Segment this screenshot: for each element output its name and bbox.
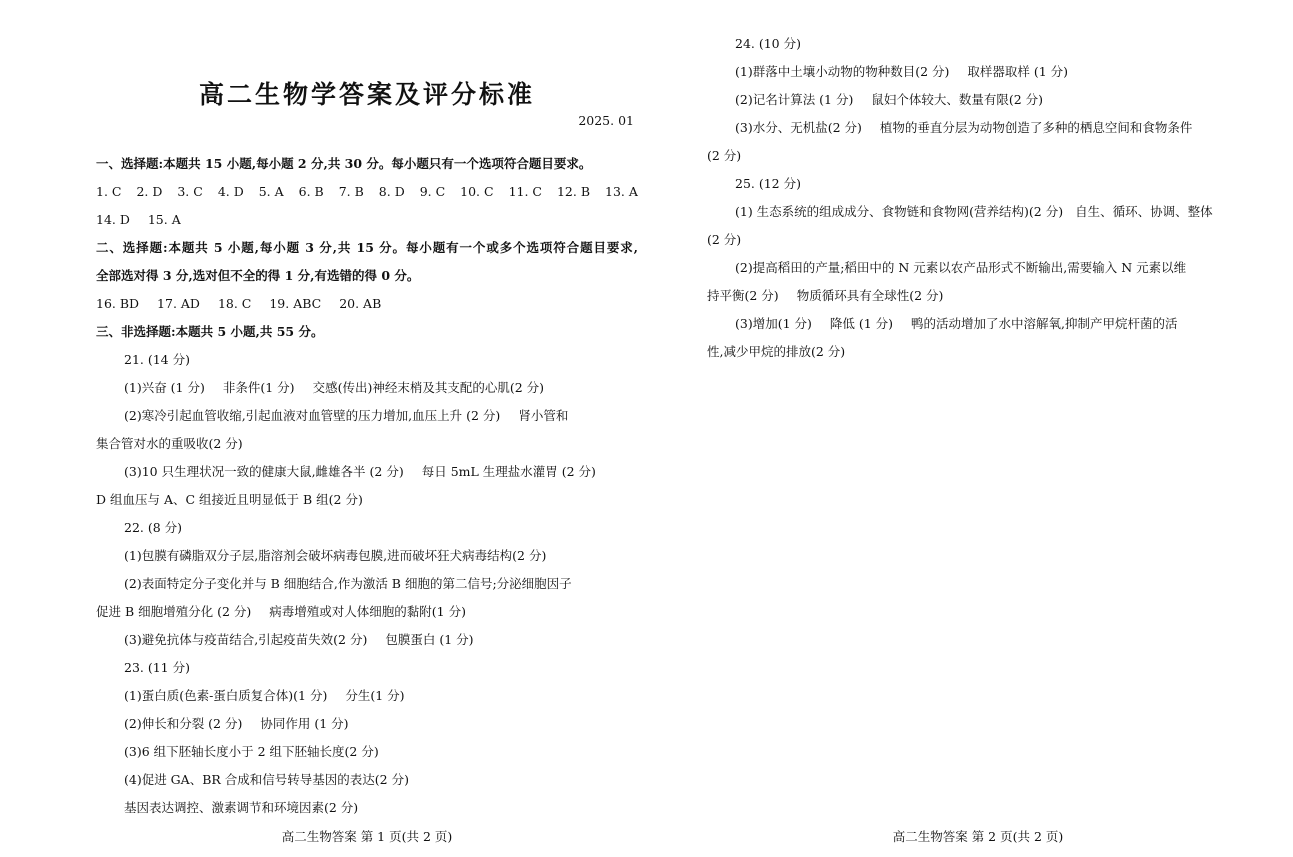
question-23-part-3: (3)6 组下胚轴长度小于 2 组下胚轴长度(2 分) — [124, 744, 379, 759]
question-22-part-2-line-1: (2)表面特定分子变化并与 B 细胞结合,作为激活 B 细胞的第二信号;分泌细胞因子 — [124, 576, 572, 591]
question-24-part-3-line-2: (2 分) — [707, 148, 742, 163]
q21-p1-c: 交感(传出)神经末梢及其支配的心肌(2 分) — [312, 380, 544, 395]
section-2-heading-line-2: 全部选对得 3 分,选对但不全的得 1 分,有选错的得 0 分。 — [96, 268, 420, 283]
answer-16: 16. BD — [96, 296, 140, 311]
question-22-part-2-line-2 — [96, 598, 638, 626]
answer-4: 4. D — [217, 184, 244, 199]
answer-5: 5. A — [258, 184, 284, 199]
q24-p2-b: 鼠妇个体较大、数量有限(2 分) — [871, 92, 1044, 107]
answer-3: 3. C — [177, 184, 203, 199]
section-3-heading: 三、非选择题:本题共 5 小题,共 55 分。 — [96, 324, 324, 339]
page-footer-1: 高二生物答案 第 1 页(共 2 页) — [281, 829, 453, 844]
q21-p1-b: 非条件(1 分) — [222, 380, 295, 395]
answer-18: 18. C — [217, 296, 252, 311]
q24-p1-a: (1)群落中土壤小动物的物种数目(2 分) — [735, 64, 950, 79]
q25-p2-a: 持平衡(2 分) — [707, 288, 779, 303]
answer-10: 10. C — [460, 184, 494, 199]
question-21-part-3-line-2: D 组血压与 A、C 组接近且明显低于 B 组(2 分) — [96, 492, 363, 507]
question-23-part-4: (4)促进 GA、BR 合成和信号转导基因的表达(2 分) — [124, 772, 409, 787]
question-25-part-1-line-2: (2 分) — [707, 232, 742, 247]
question-25-part-2-line-2 — [707, 282, 1249, 310]
q25-p3-c: 鸭的活动增加了水中溶解氧,抑制产甲烷杆菌的活 — [911, 316, 1178, 331]
question-25-part-2-line-1: (2)提高稻田的产量;稻田中的 N 元素以农产品形式不断输出,需要输入 N 元素以维 — [735, 260, 1187, 275]
answer-13: 13. A — [605, 184, 638, 199]
section-1-answers-row-2 — [96, 206, 638, 234]
question-21-part-2-line-2: 集合管对水的重吸收(2 分) — [96, 436, 243, 451]
answer-1: 1. C — [96, 184, 122, 199]
question-22-part-1: (1)包膜有磷脂双分子层,脂溶剂会破坏病毒包膜,进而破坏狂犬病毒结构(2 分) — [124, 548, 547, 563]
q22-p2-a: 促进 B 细胞增殖分化 (2 分) — [96, 604, 252, 619]
q23-p2-b: 协同作用 (1 分) — [260, 716, 349, 731]
q22-p3-a: (3)避免抗体与疫苗结合,引起疫苗失效(2 分) — [124, 632, 368, 647]
question-25-part-1-line-1 — [707, 198, 1249, 226]
question-22-part-3 — [96, 626, 638, 654]
section-2-heading-line-1: 二、选择题:本题共 5 小题,每小题 3 分,共 15 分。每小题有一个或多个选项符合题目要求, — [96, 240, 638, 255]
answer-12: 12. B — [556, 184, 591, 199]
q24-p3-a: (3)水分、无机盐(2 分) — [735, 120, 862, 135]
question-24-number: 24. (10 分) — [735, 36, 801, 51]
q24-p1-b: 取样器取样 (1 分) — [967, 64, 1069, 79]
question-25-part-3-line-1 — [707, 310, 1249, 338]
answer-17: 17. AD — [157, 296, 200, 311]
q25-p3-b: 降低 (1 分) — [829, 316, 894, 331]
answer-2: 2. D — [136, 184, 163, 199]
question-23-part-2 — [96, 710, 638, 738]
question-23-part-5: 基因表达调控、激素调节和环境因素(2 分) — [124, 800, 359, 815]
answer-15: 15. A — [147, 212, 181, 227]
question-21-part-2-line-1 — [96, 402, 638, 430]
q22-p2-b: 病毒增殖或对人体细胞的黏附(1 分) — [269, 604, 466, 619]
answer-page-1 — [96, 0, 638, 857]
question-23-number: 23. (11 分) — [124, 660, 190, 675]
question-24-part-1 — [707, 58, 1249, 86]
question-21-part-3-line-1 — [96, 458, 638, 486]
question-25-part-3-line-2: 性,减少甲烷的排放(2 分) — [707, 344, 846, 359]
q22-p3-b: 包膜蛋白 (1 分) — [385, 632, 474, 647]
page-2-content — [707, 30, 1249, 366]
q21-p3-b: 每日 5mL 生理盐水灌胃 (2 分) — [421, 464, 596, 479]
section-1-answers-row-1 — [96, 178, 638, 206]
q21-p3-a: (3)10 只生理状况一致的健康大鼠,雌雄各半 (2 分) — [124, 464, 404, 479]
q21-p2-a: (2)寒冷引起血管收缩,引起血液对血管壁的压力增加,血压上升 (2 分) — [124, 408, 501, 423]
q25-p1-a: (1) 生态系统的组成成分、食物链和食物网(营养结构)(2 分) — [735, 204, 1064, 219]
q21-p1-a: (1)兴奋 (1 分) — [124, 380, 205, 395]
question-23-part-1 — [96, 682, 638, 710]
question-22-number: 22. (8 分) — [124, 520, 183, 535]
q21-p2-b: 肾小管和 — [518, 408, 569, 423]
q24-p3-b: 植物的垂直分层为动物创造了多种的栖息空间和食物条件 — [879, 120, 1193, 135]
q25-p3-a: (3)增加(1 分) — [735, 316, 812, 331]
answer-19: 19. ABC — [269, 296, 322, 311]
answer-page-2 — [707, 0, 1249, 857]
answer-6: 6. B — [298, 184, 324, 199]
section-2-answers — [96, 290, 638, 318]
question-24-part-3-line-1 — [707, 114, 1249, 142]
q24-p2-a: (2)记名计算法 (1 分) — [735, 92, 854, 107]
exam-date: 2025. 01 — [578, 113, 634, 128]
question-24-part-2 — [707, 86, 1249, 114]
page-1-content — [96, 150, 638, 822]
answer-14: 14. D — [96, 212, 130, 227]
q23-p1-a: (1)蛋白质(色素-蛋白质复合体)(1 分) — [124, 688, 328, 703]
answer-9: 9. C — [419, 184, 446, 199]
q23-p1-b: 分生(1 分) — [345, 688, 405, 703]
answer-20: 20. AB — [339, 296, 382, 311]
q23-p2-a: (2)伸长和分裂 (2 分) — [124, 716, 243, 731]
answer-11: 11. C — [508, 184, 542, 199]
page-footer-2: 高二生物答案 第 2 页(共 2 页) — [892, 829, 1064, 844]
page-title: 高二生物学答案及评分标准 — [198, 80, 535, 109]
question-25-number: 25. (12 分) — [735, 176, 801, 191]
question-21-part-1 — [96, 374, 638, 402]
question-21-number: 21. (14 分) — [124, 352, 190, 367]
answer-7: 7. B — [338, 184, 364, 199]
q25-p1-b: 自生、循环、协调、整体 — [1075, 204, 1213, 219]
q25-p2-b: 物质循环具有全球性(2 分) — [796, 288, 944, 303]
section-1-heading: 一、选择题:本题共 15 小题,每小题 2 分,共 30 分。每小题只有一个选项符合题目要求。 — [96, 156, 592, 171]
answer-8: 8. D — [378, 184, 405, 199]
